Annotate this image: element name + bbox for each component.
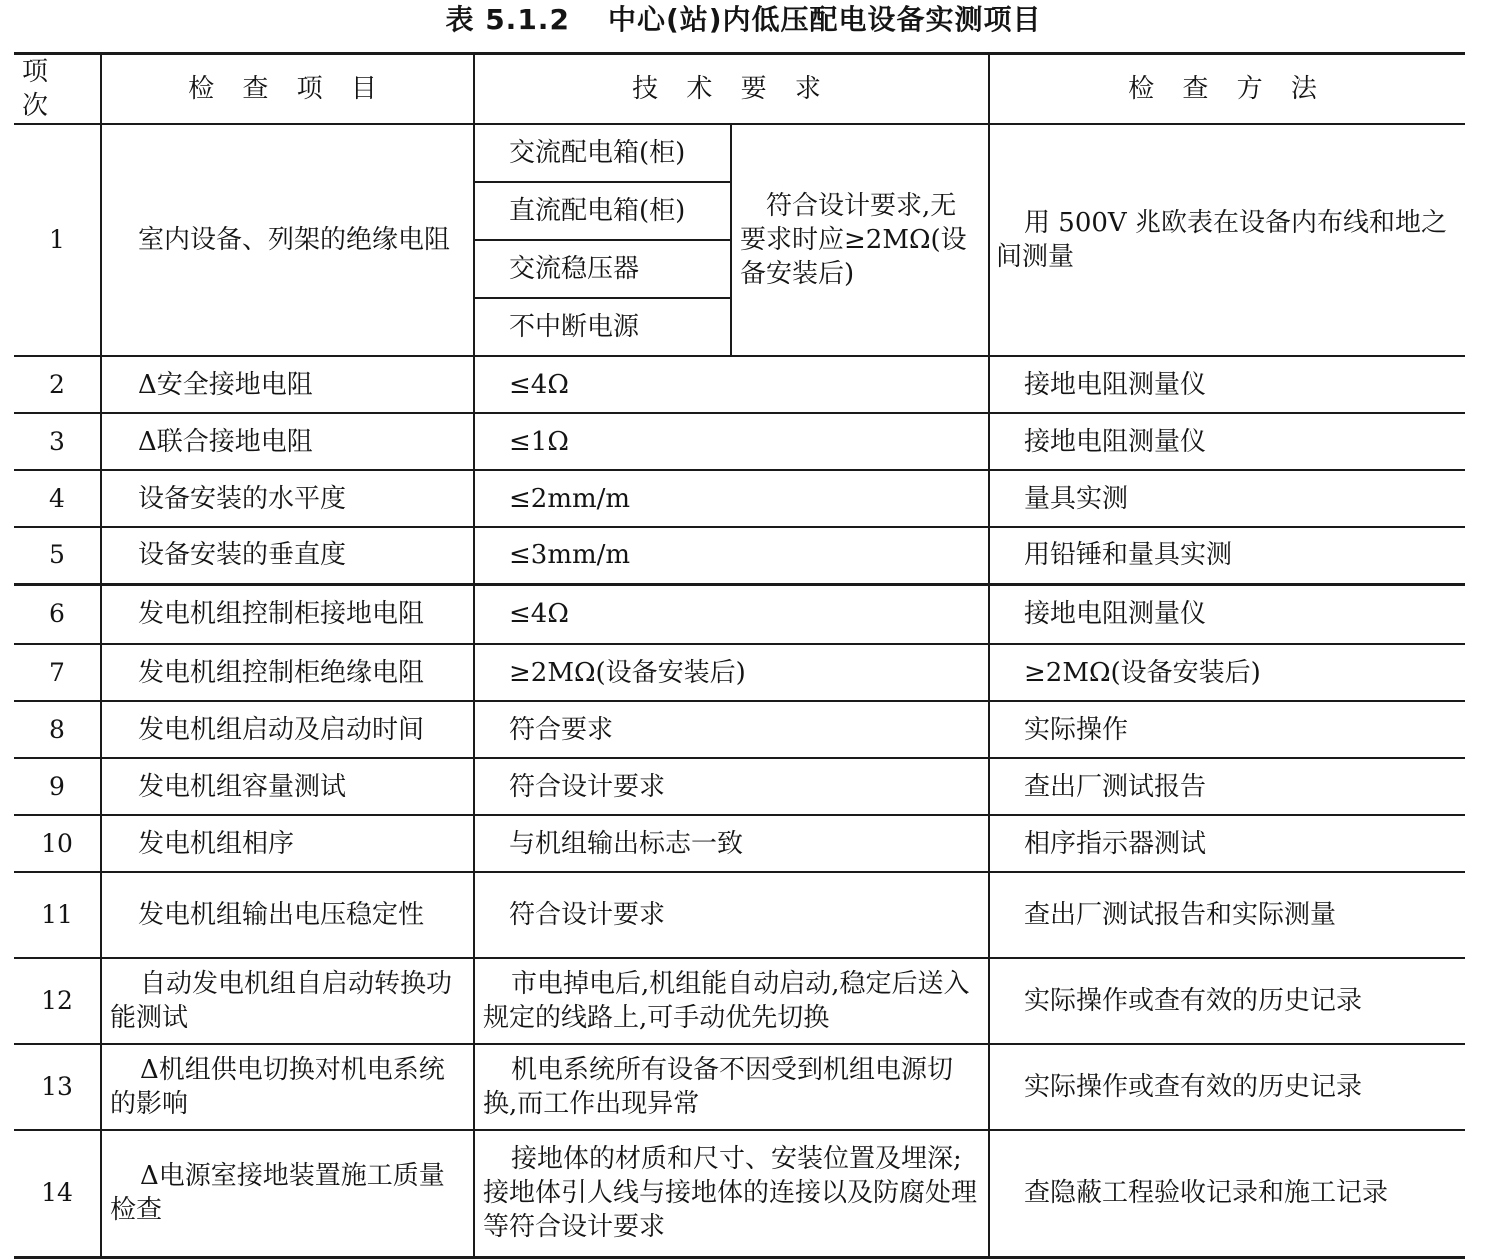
row-requirement: 符合设计要求 bbox=[474, 872, 989, 958]
row-item: 发电机组容量测试 bbox=[101, 758, 474, 815]
row-requirement: 机电系统所有设备不因受到机组电源切换,而工作出现异常 bbox=[474, 1044, 989, 1130]
table-row bbox=[14, 815, 1465, 872]
header-method: 检 查 方 法 bbox=[989, 54, 1465, 125]
table-row bbox=[14, 124, 1465, 182]
row-number: 2 bbox=[14, 356, 101, 413]
sub-item: 直流配电箱(柜) bbox=[474, 182, 731, 240]
row-item: 发电机组输出电压稳定性 bbox=[101, 872, 474, 958]
row-requirement: 与机组输出标志一致 bbox=[474, 815, 989, 872]
row-requirement: ≤4Ω bbox=[474, 356, 989, 413]
row-item: Δ机组供电切换对机电系统的影响 bbox=[101, 1044, 474, 1130]
row-number: 6 bbox=[14, 584, 101, 644]
row-method: 用 500V 兆欧表在设备内布线和地之间测量 bbox=[989, 124, 1465, 356]
row-item: 发电机组控制柜绝缘电阻 bbox=[101, 644, 474, 701]
row-item: 自动发电机组自启动转换功能测试 bbox=[101, 958, 474, 1044]
table-row bbox=[14, 413, 1465, 470]
row-method: 接地电阻测量仪 bbox=[989, 413, 1465, 470]
table-row bbox=[14, 958, 1465, 1044]
row-method: 用铅锤和量具实测 bbox=[989, 527, 1465, 584]
row-requirement: ≤3mm/m bbox=[474, 527, 989, 584]
row-method: 接地电阻测量仪 bbox=[989, 356, 1465, 413]
row-requirement: ≤2mm/m bbox=[474, 470, 989, 527]
table-row bbox=[14, 701, 1465, 758]
table-row bbox=[14, 644, 1465, 701]
row-number: 4 bbox=[14, 470, 101, 527]
row-requirement: ≥2MΩ(设备安装后) bbox=[474, 644, 989, 701]
row-requirement: ≤4Ω bbox=[474, 584, 989, 644]
table-title-text: 中心(站)内低压配电设备实测项目 bbox=[607, 3, 1042, 36]
row-requirement: ≤1Ω bbox=[474, 413, 989, 470]
sub-item: 不中断电源 bbox=[474, 298, 731, 356]
row-requirement: 符合要求 bbox=[474, 701, 989, 758]
row-item: Δ电源室接地装置施工质量检查 bbox=[101, 1130, 474, 1257]
row-number: 13 bbox=[14, 1044, 101, 1130]
row-method: 实际操作或查有效的历史记录 bbox=[989, 958, 1465, 1044]
row-number: 11 bbox=[14, 872, 101, 958]
row-item: 发电机组控制柜接地电阻 bbox=[101, 584, 474, 644]
row-item: Δ联合接地电阻 bbox=[101, 413, 474, 470]
row-number: 1 bbox=[14, 124, 101, 356]
row-item: 发电机组启动及启动时间 bbox=[101, 701, 474, 758]
row-number: 14 bbox=[14, 1130, 101, 1257]
row-number: 9 bbox=[14, 758, 101, 815]
row-item: 设备安装的垂直度 bbox=[101, 527, 474, 584]
sub-item: 交流稳压器 bbox=[474, 240, 731, 298]
inspection-table bbox=[14, 52, 1465, 1259]
row-number: 8 bbox=[14, 701, 101, 758]
row-method: 实际操作或查有效的历史记录 bbox=[989, 1044, 1465, 1130]
row-method: 量具实测 bbox=[989, 470, 1465, 527]
row-requirement: 接地体的材质和尺寸、安装位置及埋深;接地体引人线与接地体的连接以及防腐处理等符合设计要求 bbox=[474, 1130, 989, 1257]
sub-item: 交流配电箱(柜) bbox=[474, 124, 731, 182]
row-method: 接地电阻测量仪 bbox=[989, 584, 1465, 644]
row-requirement: 符合设计要求 bbox=[474, 758, 989, 815]
table-row bbox=[14, 872, 1465, 958]
table-row bbox=[14, 1044, 1465, 1130]
row-requirement: 符合设计要求,无要求时应≥2MΩ(设备安装后) bbox=[731, 124, 989, 356]
table-row bbox=[14, 356, 1465, 413]
table-row bbox=[14, 758, 1465, 815]
row-method: ≥2MΩ(设备安装后) bbox=[989, 644, 1465, 701]
row-item: 发电机组相序 bbox=[101, 815, 474, 872]
table-row bbox=[14, 470, 1465, 527]
table-number: 表 5.1.2 bbox=[445, 3, 570, 36]
row-method: 查隐蔽工程验收记录和施工记录 bbox=[989, 1130, 1465, 1257]
table-row bbox=[14, 1130, 1465, 1257]
table-row bbox=[14, 527, 1465, 584]
row-method: 查出厂测试报告 bbox=[989, 758, 1465, 815]
table-row bbox=[14, 584, 1465, 644]
row-number: 3 bbox=[14, 413, 101, 470]
row-number: 5 bbox=[14, 527, 101, 584]
table-title bbox=[0, 2, 1487, 38]
row-number: 12 bbox=[14, 958, 101, 1044]
row-item: 室内设备、列架的绝缘电阻 bbox=[101, 124, 474, 356]
row-method: 相序指示器测试 bbox=[989, 815, 1465, 872]
row-method: 查出厂测试报告和实际测量 bbox=[989, 872, 1465, 958]
row-number: 7 bbox=[14, 644, 101, 701]
row-number: 10 bbox=[14, 815, 101, 872]
header-no: 项 次 bbox=[14, 54, 101, 125]
header-item: 检 查 项 目 bbox=[101, 54, 474, 125]
row-requirement: 市电掉电后,机组能自动启动,稳定后送入规定的线路上,可手动优先切换 bbox=[474, 958, 989, 1044]
row-method: 实际操作 bbox=[989, 701, 1465, 758]
row-item: 设备安装的水平度 bbox=[101, 470, 474, 527]
table-header-row bbox=[14, 54, 1465, 125]
row-item: Δ安全接地电阻 bbox=[101, 356, 474, 413]
header-requirement: 技 术 要 求 bbox=[474, 54, 989, 125]
